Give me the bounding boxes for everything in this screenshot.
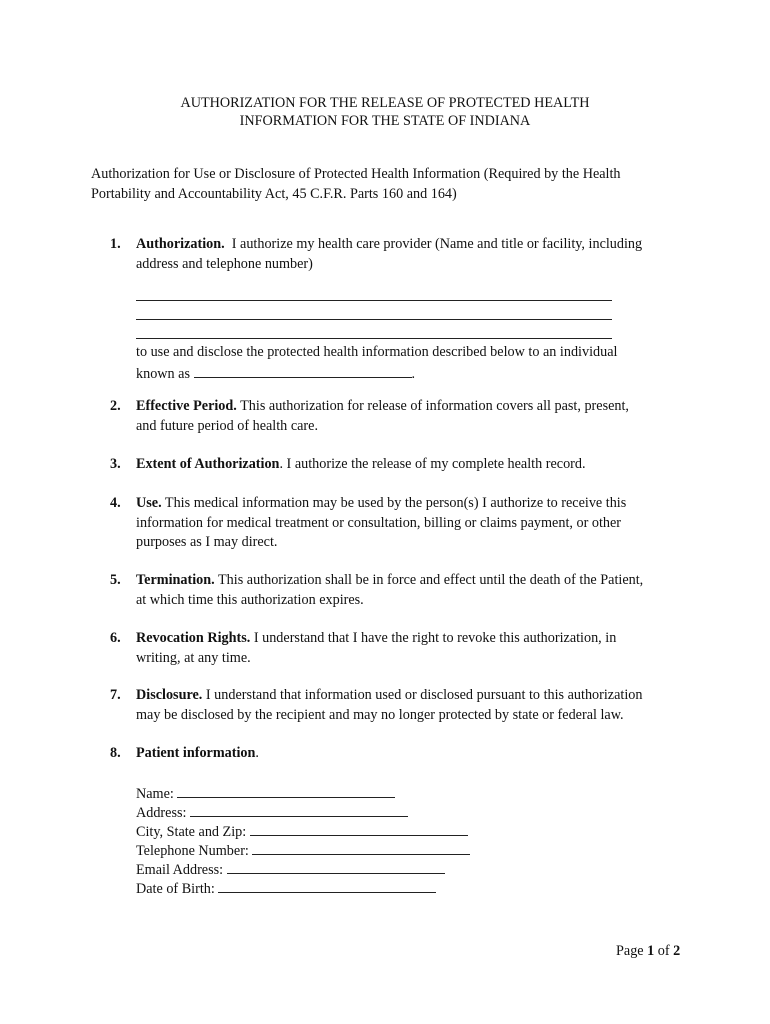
page-word: Page [616, 943, 644, 959]
name-blank[interactable] [177, 783, 395, 798]
address-field[interactable] [136, 802, 700, 821]
title-line-1: AUTHORIZATION FOR THE RELEASE OF PROTECTED HEALTH [180, 95, 590, 111]
section-text: may be disclosed by the recipient and may no longer protected by state or federal law. [136, 706, 624, 723]
section-text: This authorization shall be in force and effect until the death of the Patient, [218, 572, 644, 588]
telephone-field[interactable] [136, 840, 700, 859]
page-number [616, 942, 680, 962]
section-number: 8. [110, 745, 121, 761]
section-use [110, 494, 700, 553]
section-text: to use and disclose the protected health information described below to an individual [136, 344, 618, 360]
of-word: of [657, 943, 670, 959]
city-state-zip-blank[interactable] [250, 821, 468, 836]
section-heading: Termination. [136, 572, 215, 588]
section-number: 3. [110, 456, 121, 472]
section-text: at which time this authorization expires. [136, 591, 364, 608]
telephone-blank[interactable] [252, 840, 470, 855]
intro-line-2: Portability and Accountability Act, 45 C.F.R. Parts 160 and 164) [91, 185, 457, 202]
address-blank[interactable] [190, 802, 408, 817]
section-extent [110, 455, 700, 475]
recipient-blank[interactable] [194, 363, 412, 378]
field-label: Date of Birth: [136, 880, 215, 897]
document-title [0, 94, 770, 130]
section-heading: Patient information [136, 745, 256, 761]
section-text: . I authorize the release of my complete health record. [279, 456, 586, 472]
field-label: Name: [136, 785, 174, 802]
section-heading: Authorization. [136, 236, 225, 252]
field-label: Address: [136, 804, 187, 821]
intro-paragraph [91, 165, 691, 204]
section-heading: Revocation Rights. [136, 630, 251, 646]
section-text: I understand that I have the right to revoke this authorization, in [253, 630, 617, 646]
section-text: information for medical treatment or consultation, billing or claims payment, or other [136, 514, 622, 531]
section-effective-period [110, 397, 700, 436]
section-termination [110, 571, 700, 610]
section-heading: Use. [136, 495, 162, 511]
section-heading: Disclosure. [136, 687, 203, 703]
date-of-birth-blank[interactable] [218, 878, 436, 893]
section-text: purposes as I may direct. [136, 534, 278, 550]
email-blank[interactable] [227, 859, 445, 874]
section-number: 4. [110, 495, 121, 511]
email-field[interactable] [136, 859, 700, 878]
section-authorization [110, 235, 700, 384]
section-patient-information [110, 744, 700, 897]
section-text: This medical information may be used by the person(s) I authorize to receive this [164, 495, 627, 511]
section-text: I understand that information used or disclosed pursuant to this authorization [205, 687, 643, 703]
field-label: Email Address: [136, 861, 224, 878]
section-text: address and telephone number) [136, 255, 313, 272]
date-of-birth-field[interactable] [136, 878, 700, 897]
section-text: I authorize my health care provider (Name and title or facility, including [231, 236, 643, 252]
section-number: 2. [110, 398, 121, 414]
section-text: writing, at any time. [136, 649, 251, 666]
period-text: . [411, 365, 416, 382]
name-field[interactable] [136, 783, 700, 802]
section-revocation [110, 629, 700, 668]
provider-blank-line-3[interactable] [136, 324, 700, 343]
period-text: . [255, 745, 259, 761]
section-text: This authorization for release of information covers all past, present, [240, 398, 629, 414]
section-number: 6. [110, 630, 121, 646]
current-page: 1 [647, 943, 655, 959]
title-line-2: INFORMATION FOR THE STATE OF INDIANA [239, 113, 531, 129]
section-text: known as [136, 365, 190, 382]
section-number: 7. [110, 687, 121, 703]
intro-line-1: Authorization for Use or Disclosure of Protected Health Information (Required by the Health [91, 166, 621, 182]
field-label: Telephone Number: [136, 842, 249, 859]
city-state-zip-field[interactable] [136, 821, 700, 840]
total-pages: 2 [673, 943, 681, 959]
section-number: 1. [110, 236, 121, 252]
provider-blank-line-1[interactable] [136, 286, 700, 305]
section-heading: Effective Period. [136, 398, 237, 414]
section-number: 5. [110, 572, 121, 588]
field-label: City, State and Zip: [136, 823, 247, 840]
section-text: and future period of health care. [136, 417, 318, 434]
section-disclosure [110, 686, 700, 725]
provider-blank-line-2[interactable] [136, 305, 700, 324]
section-heading: Extent of Authorization [136, 456, 280, 472]
